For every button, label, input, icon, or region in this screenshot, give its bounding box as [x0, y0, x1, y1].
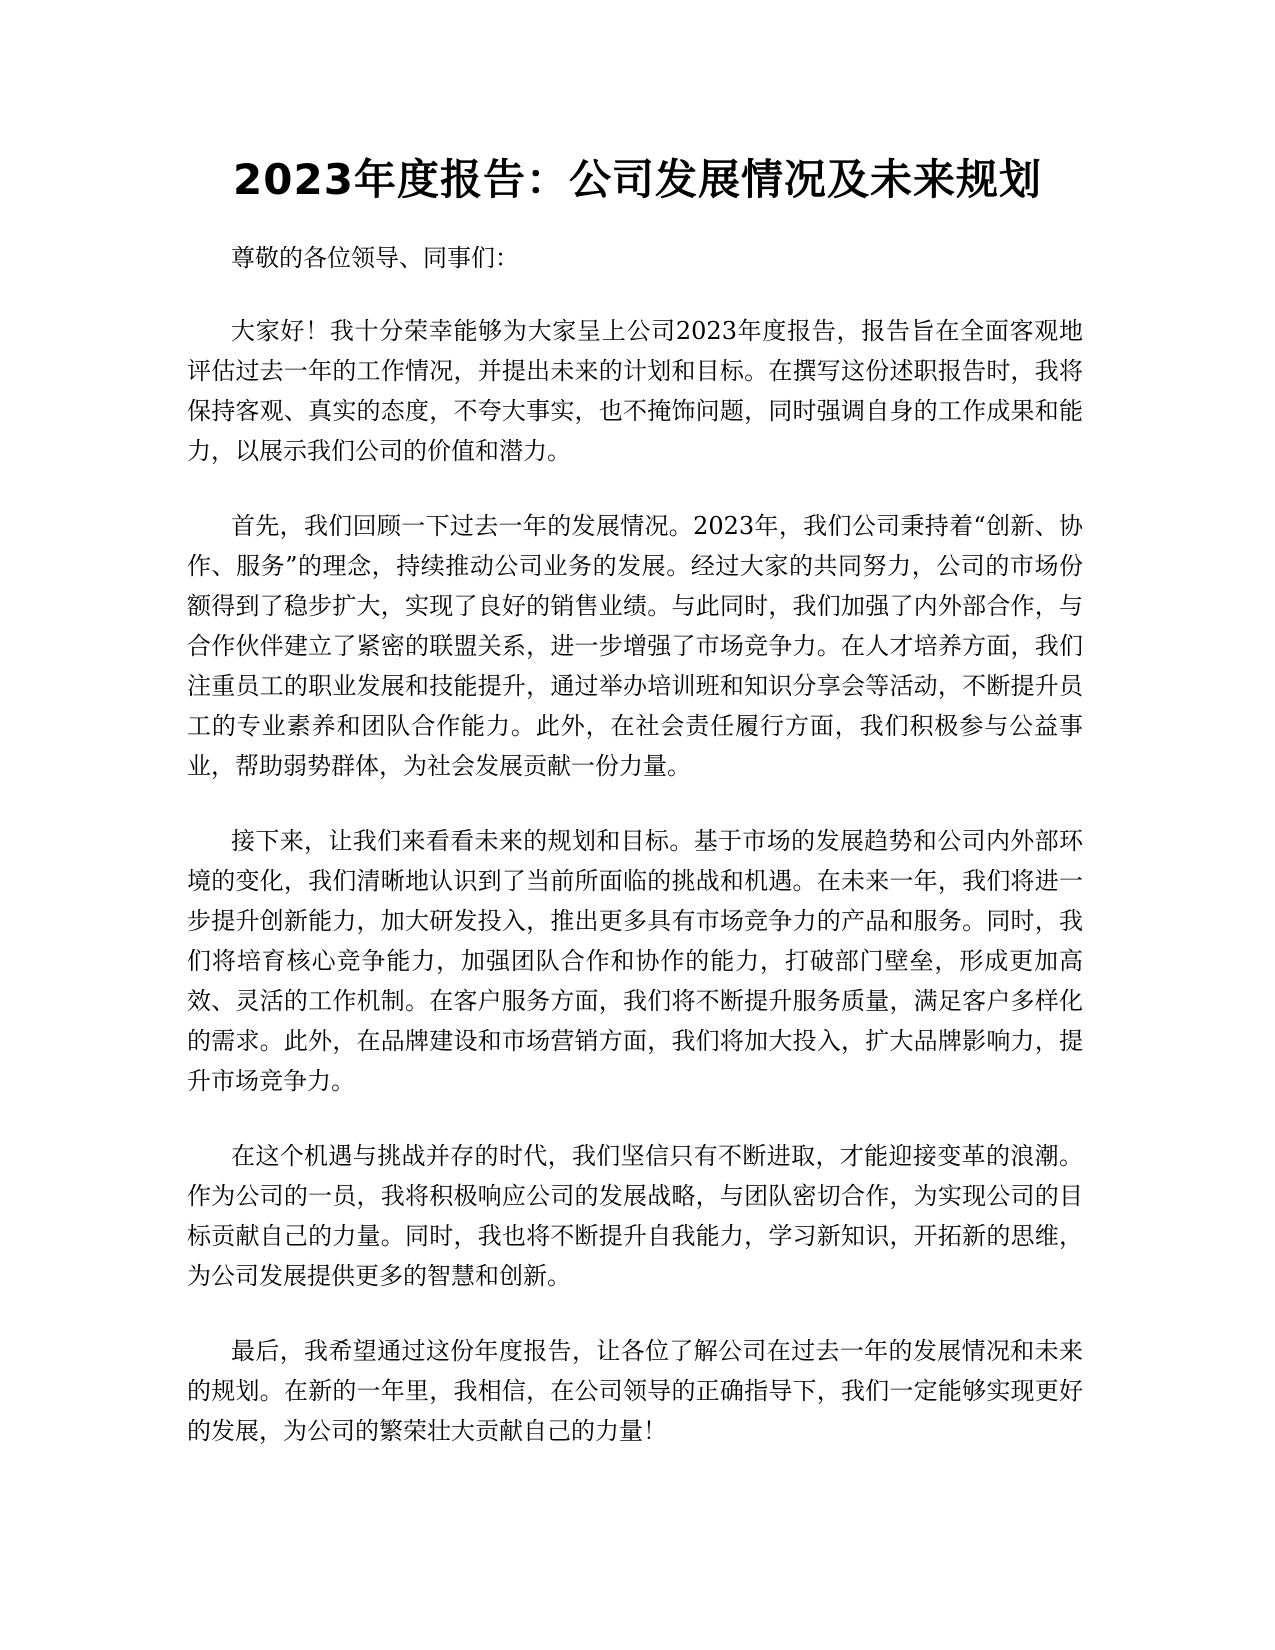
paragraph-review: 首先，我们回顾一下过去一年的发展情况。2023年，我们公司秉持着“创新、协作、服务”的理念，持续推动公司业务的发展。经过大家的共同努力，公司的市场份额得到了稳步扩大，实现了良好的销售业绩。与此同时，我们加强了内外部合作，与合作伙伴建立了紧密的联盟关系，进一步增强了市场竞争力。在人才培养方面，我们注重员工的职业发展和技能提升，通过举办培训班和知识分享会等活动，不断提升员工的专业素养和团队合作能力。此外，在社会责任履行方面，我们积极参与公益事业，帮助弱势群体，为社会发展贡献一份力量。 — [187, 512, 1083, 780]
document-title: 2023年度报告：公司发展情况及未来规划 — [233, 155, 1042, 204]
paragraph-closing: 最后，我希望通过这份年度报告，让各位了解公司在过去一年的发展情况和未来的规划。在新的一年里，我相信，在公司领导的正确指导下，我们一定能够实现更好的发展，为公司的繁荣壮大贡献自己的力量！ — [187, 1337, 1083, 1445]
document-body — [187, 238, 1083, 1486]
paragraph-plan: 接下来，让我们来看看未来的规划和目标。基于市场的发展趋势和公司内外部环境的变化，我们清晰地认识到了当前所面临的挑战和机遇。在未来一年，我们将进一步提升创新能力，加大研发投入，推出更多具有市场竞争力的产品和服务。同时，我们将培育核心竞争能力，加强团队合作和协作的能力，打破部门壁垒，形成更加高效、灵活的工作机制。在客户服务方面，我们将不断提升服务质量，满足客户多样化的需求。此外，在品牌建设和市场营销方面，我们将加大投入，扩大品牌影响力，提升市场竞争力。 — [187, 827, 1083, 1095]
salutation: 尊敬的各位领导、同事们： — [231, 244, 519, 272]
paragraph-intro: 大家好！我十分荣幸能够为大家呈上公司2023年度报告，报告旨在全面客观地评估过去一年的工作情况，并提出未来的计划和目标。在撰写这份述职报告时，我将保持客观、真实的态度，不夸大事实，也不掩饰问题，同时强调自身的工作成果和能力，以展示我们公司的价值和潜力。 — [187, 317, 1083, 465]
paragraph-commitment: 在这个机遇与挑战并存的时代，我们坚信只有不断进取，才能迎接变革的浪潮。作为公司的一员，我将积极响应公司的发展战略，与团队密切合作，为实现公司的目标贡献自己的力量。同时，我也将不断提升自我能力，学习新知识，开拓新的思维，为公司发展提供更多的智慧和创新。 — [187, 1142, 1083, 1290]
